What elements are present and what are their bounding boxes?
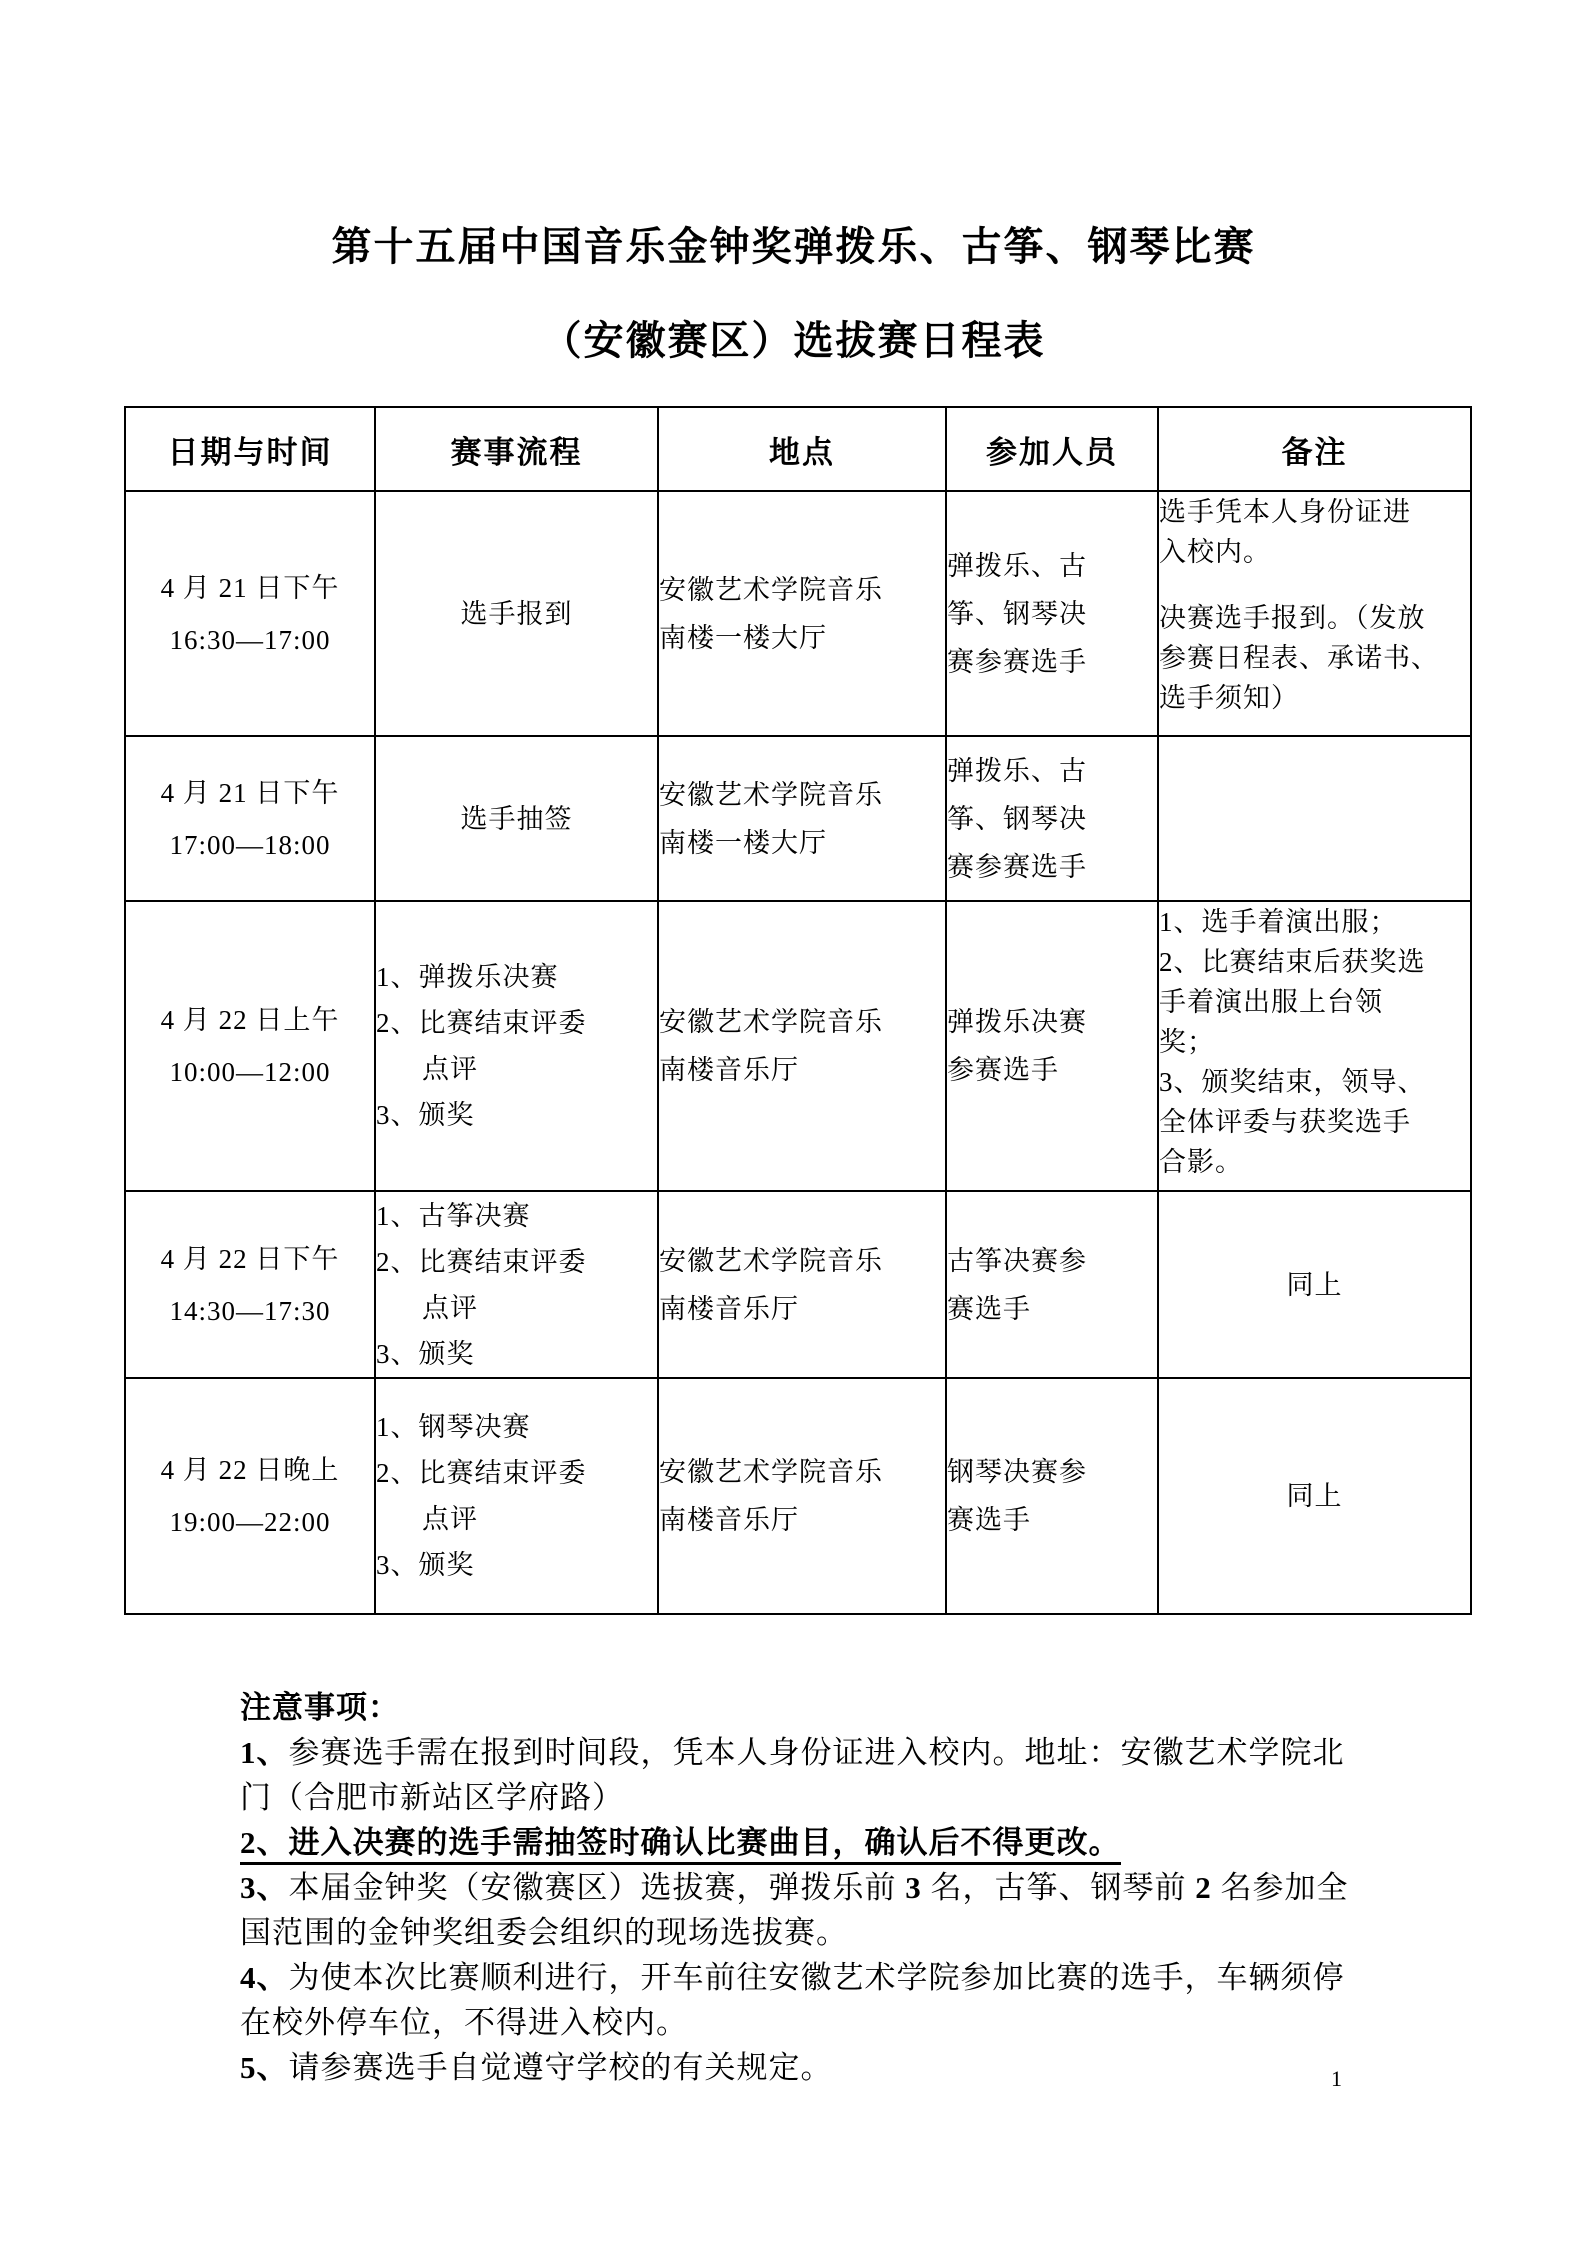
table-row-draw [125,736,1471,901]
note-2-underlined [240,1825,1121,1865]
note-5-number: 5、 [240,2050,289,2085]
cell-date: 4 月 22 日下午 14:30—17:30 [125,1191,375,1378]
cell-process: 选手抽签 [375,736,658,901]
note-3-text-a: 本届金钟奖（安徽赛区）选拔赛，弹拨乐前 [288,1870,906,1905]
cell-remarks: 同上 [1158,1191,1471,1378]
note-1-number: 1、 [240,1735,289,1770]
note-5-text: 请参赛选手自觉遵守学校的有关规定。 [288,2050,833,2085]
cell-remarks: 1、选手着演出服； 2、比赛结束后获奖选 手着演出服上台领 奖； 3、颁奖结束，领导、 全体评委与获奖选手 合影。 [1158,901,1471,1191]
cell-participants: 弹拨乐、古 筝、钢琴决 赛参赛选手 [946,491,1158,736]
note-4-line-2: 在校外停车位，不得进入校内。 [240,2005,688,2040]
note-item-5 [240,2045,1450,2090]
cell-process: 1、钢琴决赛 2、比赛结束评委 点评 3、颁奖 [375,1378,658,1614]
note-4-line-1 [240,1955,1450,2000]
note-2-line-1 [240,1820,1450,1865]
note-3-text-b: 名，古筝、钢琴前 [921,1870,1196,1905]
cell-location: 安徽艺术学院音乐 南楼音乐厅 [658,901,946,1191]
cell-remarks: 同上 [1158,1378,1471,1614]
cell-process: 1、古筝决赛 2、比赛结束评委 点评 3、颁奖 [375,1191,658,1378]
note-2-text: 进入决赛的选手需抽签时确认比赛曲目，确认后不得更改。 [288,1825,1121,1860]
note-2-number: 2、 [240,1825,289,1860]
cell-date: 4 月 22 日晚上 19:00—22:00 [125,1378,375,1614]
note-3-bold-count-2: 2 [1195,1870,1212,1905]
table-row-guzheng-final [125,1191,1471,1378]
page-number: 1 [1331,2066,1342,2091]
cell-location: 安徽艺术学院音乐 南楼一楼大厅 [658,736,946,901]
cell-location: 安徽艺术学院音乐 南楼音乐厅 [658,1378,946,1614]
header-event-process: 赛事流程 [375,407,658,491]
document-title [0,0,1587,366]
note-3-bold-count-1: 3 [905,1870,922,1905]
cell-date: 4 月 21 日下午 16:30—17:00 [125,491,375,736]
note-1-line-1 [240,1730,1450,1775]
cell-location: 安徽艺术学院音乐 南楼音乐厅 [658,1191,946,1378]
note-4-number: 4、 [240,1960,289,1995]
header-participants: 参加人员 [946,407,1158,491]
cell-participants: 弹拨乐、古 筝、钢琴决 赛参赛选手 [946,736,1158,901]
table-row-checkin [125,491,1471,736]
note-item-3 [240,1865,1450,1955]
note-3-line-1 [240,1865,1450,1910]
table-row-piano-final [125,1378,1471,1614]
cell-process: 选手报到 [375,491,658,736]
schedule-table [124,406,1472,1615]
note-item-2 [240,1820,1450,1865]
note-1-line-2: 门（合肥市新站区学府路） [240,1780,624,1815]
note-item-1 [240,1730,1450,1820]
note-item-4 [240,1955,1450,2045]
cell-participants: 钢琴决赛参 赛选手 [946,1378,1158,1614]
cell-remarks [1158,736,1471,901]
header-date-time: 日期与时间 [125,407,375,491]
cell-participants: 弹拨乐决赛 参赛选手 [946,901,1158,1191]
note-5-line-1 [240,2045,1450,2090]
cell-process: 1、弹拨乐决赛 2、比赛结束评委 点评 3、颁奖 [375,901,658,1191]
note-3-text-c: 名参加全 [1211,1870,1349,1905]
note-1-text: 参赛选手需在报到时间段，凭本人身份证进入校内。地址：安徽艺术学院北 [288,1735,1345,1770]
cell-location: 安徽艺术学院音乐 南楼一楼大厅 [658,491,946,736]
cell-participants: 古筝决赛参 赛选手 [946,1191,1158,1378]
cell-remarks: 选手凭本人身份证进 入校内。 决赛选手报到。（发放 参赛日程表、承诺书、 选手须知） [1158,491,1471,736]
title-line-1: 第十五届中国音乐金钟奖弹拨乐、古筝、钢琴比赛 [331,224,1256,269]
table-header-row [125,407,1471,491]
table-row-plucked-final [125,901,1471,1191]
header-remarks: 备注 [1158,407,1471,491]
cell-date: 4 月 22 日上午 10:00—12:00 [125,901,375,1191]
notes-heading: 注意事项： [240,1690,400,1725]
title-line-2: （安徽赛区）选拔赛日程表 [541,318,1046,363]
note-3-number: 3、 [240,1870,289,1905]
note-3-line-2: 国范围的金钟奖组委会组织的现场选拔赛。 [240,1915,848,1950]
cell-date: 4 月 21 日下午 17:00—18:00 [125,736,375,901]
notes-section [240,1685,1450,2090]
header-location: 地点 [658,407,946,491]
note-4-text: 为使本次比赛顺利进行，开车前往安徽艺术学院参加比赛的选手，车辆须停 [288,1960,1345,1995]
